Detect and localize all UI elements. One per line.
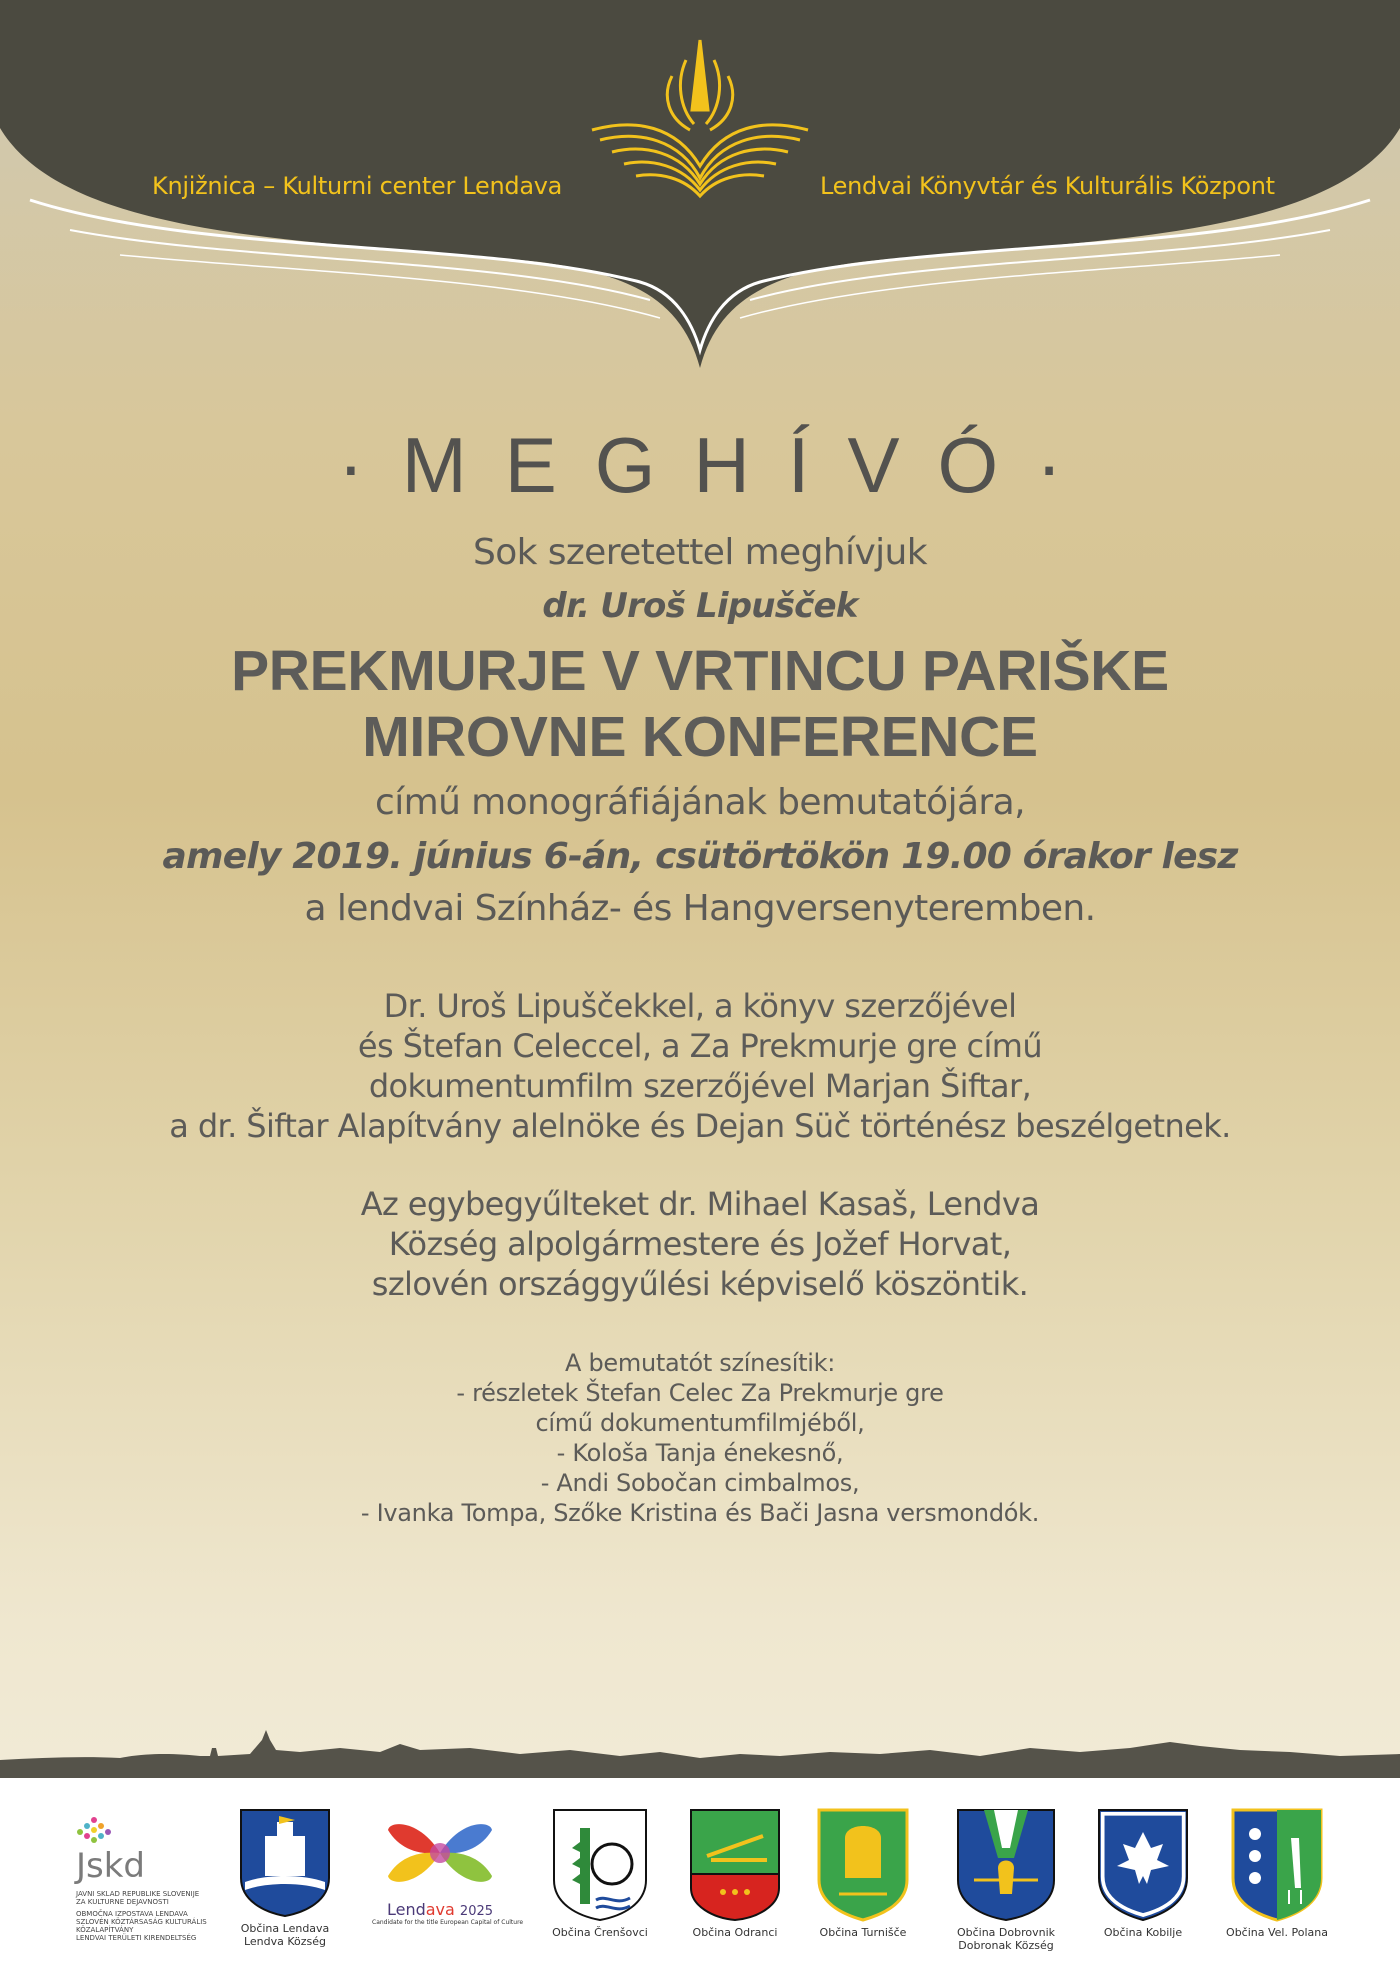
lendava-label-2: Lendva Község — [243, 1935, 327, 1948]
invitation-title: ·MEGHÍVÓ· — [337, 421, 1101, 509]
turnisce-logo — [808, 1808, 918, 1939]
vel-polana-coat-of-arms-icon — [1229, 1808, 1325, 1922]
invitation-intro: Sok szeretettel meghívjuk — [472, 532, 928, 573]
jskd-line: LENDVAI TERÜLETI KIRENDELTSÉG — [76, 1934, 197, 1942]
vel-polana-logo — [1222, 1808, 1332, 1939]
lendava-municipality-logo — [230, 1808, 340, 1948]
event-venue: a lendvai Színház- és Hangversenyteremben. — [304, 888, 1096, 929]
jskd-line: JAVNI SKLAD REPUBLIKE SLOVENIJE — [76, 1890, 200, 1898]
turnisce-label: Občina Turnišče — [819, 1926, 907, 1939]
odranci-coat-of-arms-icon — [687, 1808, 783, 1922]
presentation-line: című monográfiájának bemutatójára, — [375, 782, 1025, 823]
lendava-label-1: Občina Lendava — [240, 1922, 330, 1935]
crensovci-logo — [540, 1808, 660, 1939]
jskd-line: OBMOČNA IZPOSTAVA LENDAVA — [76, 1910, 188, 1918]
kobilje-coat-of-arms-icon — [1095, 1808, 1191, 1922]
lendava-2025-petals-icon — [380, 1810, 500, 1896]
odranci-logo — [680, 1808, 790, 1939]
greetings-paragraph — [0, 1184, 1400, 1304]
program-item: című dokumentumfilmjéből, — [535, 1409, 865, 1437]
speakers-line: Dr. Uroš Lipuščekkel, a könyv szerzőjével — [383, 987, 1017, 1025]
greetings-line: szlovén országgyűlési képviselő köszöntik. — [371, 1265, 1029, 1303]
book-title-line-1: PREKMURJE V VRTINCU PARIŠKE — [231, 639, 1169, 703]
lendava-2025-subline: Candidate for the title European Capital of Culture — [372, 1919, 524, 1926]
lendava-2025-wordmark — [372, 1900, 508, 1919]
turnisce-coat-of-arms-icon — [815, 1808, 911, 1922]
greetings-line: Község alpolgármestere és Jožef Horvat, — [388, 1225, 1012, 1263]
jskd-line: SZLOVÉN KÖZTÁRSASÁG KULTURÁLIS — [76, 1918, 207, 1926]
speakers-line: a dr. Šiftar Alapítvány alelnöke és Dejan Süč történész beszélgetnek. — [169, 1107, 1231, 1145]
lendava-coat-of-arms-icon — [237, 1808, 333, 1918]
crensovci-label: Občina Črenšovci — [552, 1926, 648, 1939]
kobilje-label: Občina Kobilje — [1103, 1926, 1183, 1939]
jskd-dots-icon — [77, 1817, 111, 1843]
jskd-line: KÖZALAPÍTVÁNY — [76, 1926, 134, 1934]
speakers-line: dokumentumfilm szerzőjével Marjan Šiftar, — [368, 1067, 1032, 1105]
program-heading: A bemutatót színesítik: — [565, 1349, 835, 1377]
dobrovnik-logo — [944, 1808, 1068, 1952]
program-item: - Ivanka Tompa, Szőke Kristina és Bači Jasna versmondók. — [360, 1499, 1040, 1527]
odranci-label: Občina Odranci — [692, 1926, 778, 1939]
crensovci-coat-of-arms-icon — [550, 1808, 650, 1922]
dobrovnik-label-1: Občina Dobrovnik — [956, 1926, 1056, 1939]
jskd-wordmark: Jskd — [76, 1846, 146, 1886]
program-item: - Kološa Tanja énekesnő, — [556, 1439, 844, 1467]
program-item: - Andi Sobočan cimbalmos, — [540, 1469, 860, 1497]
program-list — [0, 1348, 1400, 1528]
dobrovnik-label-2: Dobronak Község — [958, 1939, 1054, 1952]
speakers-line: és Štefan Celeccel, a Za Prekmurje gre című — [357, 1027, 1043, 1065]
lendava-2025-logo — [372, 1810, 524, 1926]
dobrovnik-coat-of-arms-icon — [954, 1808, 1058, 1922]
speakers-paragraph — [0, 986, 1400, 1146]
book-title-line-2: MIROVNE KONFERENCE — [362, 705, 1038, 769]
lendava-year: 2025 — [459, 1904, 494, 1919]
jskd-text — [76, 1890, 207, 1942]
program-item: - részletek Štefan Celec Za Prekmurje gre — [456, 1379, 944, 1407]
lendava-word-a: Lend — [386, 1900, 426, 1919]
kobilje-logo — [1088, 1808, 1198, 1939]
jskd-line: ZA KULTURNE DEJAVNOSTI — [76, 1898, 169, 1906]
vel-polana-label: Občina Vel. Polana — [1226, 1926, 1328, 1939]
lendava-word-b: ava — [425, 1900, 455, 1919]
author-name: dr. Uroš Lipušček — [542, 586, 858, 626]
event-date: amely 2019. június 6-án, csütörtökön 19.00 órakor lesz — [162, 836, 1238, 877]
sponsors-footer — [0, 1778, 1400, 1979]
library-name-hungarian: Lendvai Könyvtár és Kulturális Központ — [820, 172, 1275, 200]
greetings-line: Az egybegyűlteket dr. Mihael Kasaš, Lendva — [360, 1185, 1040, 1223]
library-name-slovene: Knjižnica – Kulturni center Lendava — [152, 172, 563, 200]
